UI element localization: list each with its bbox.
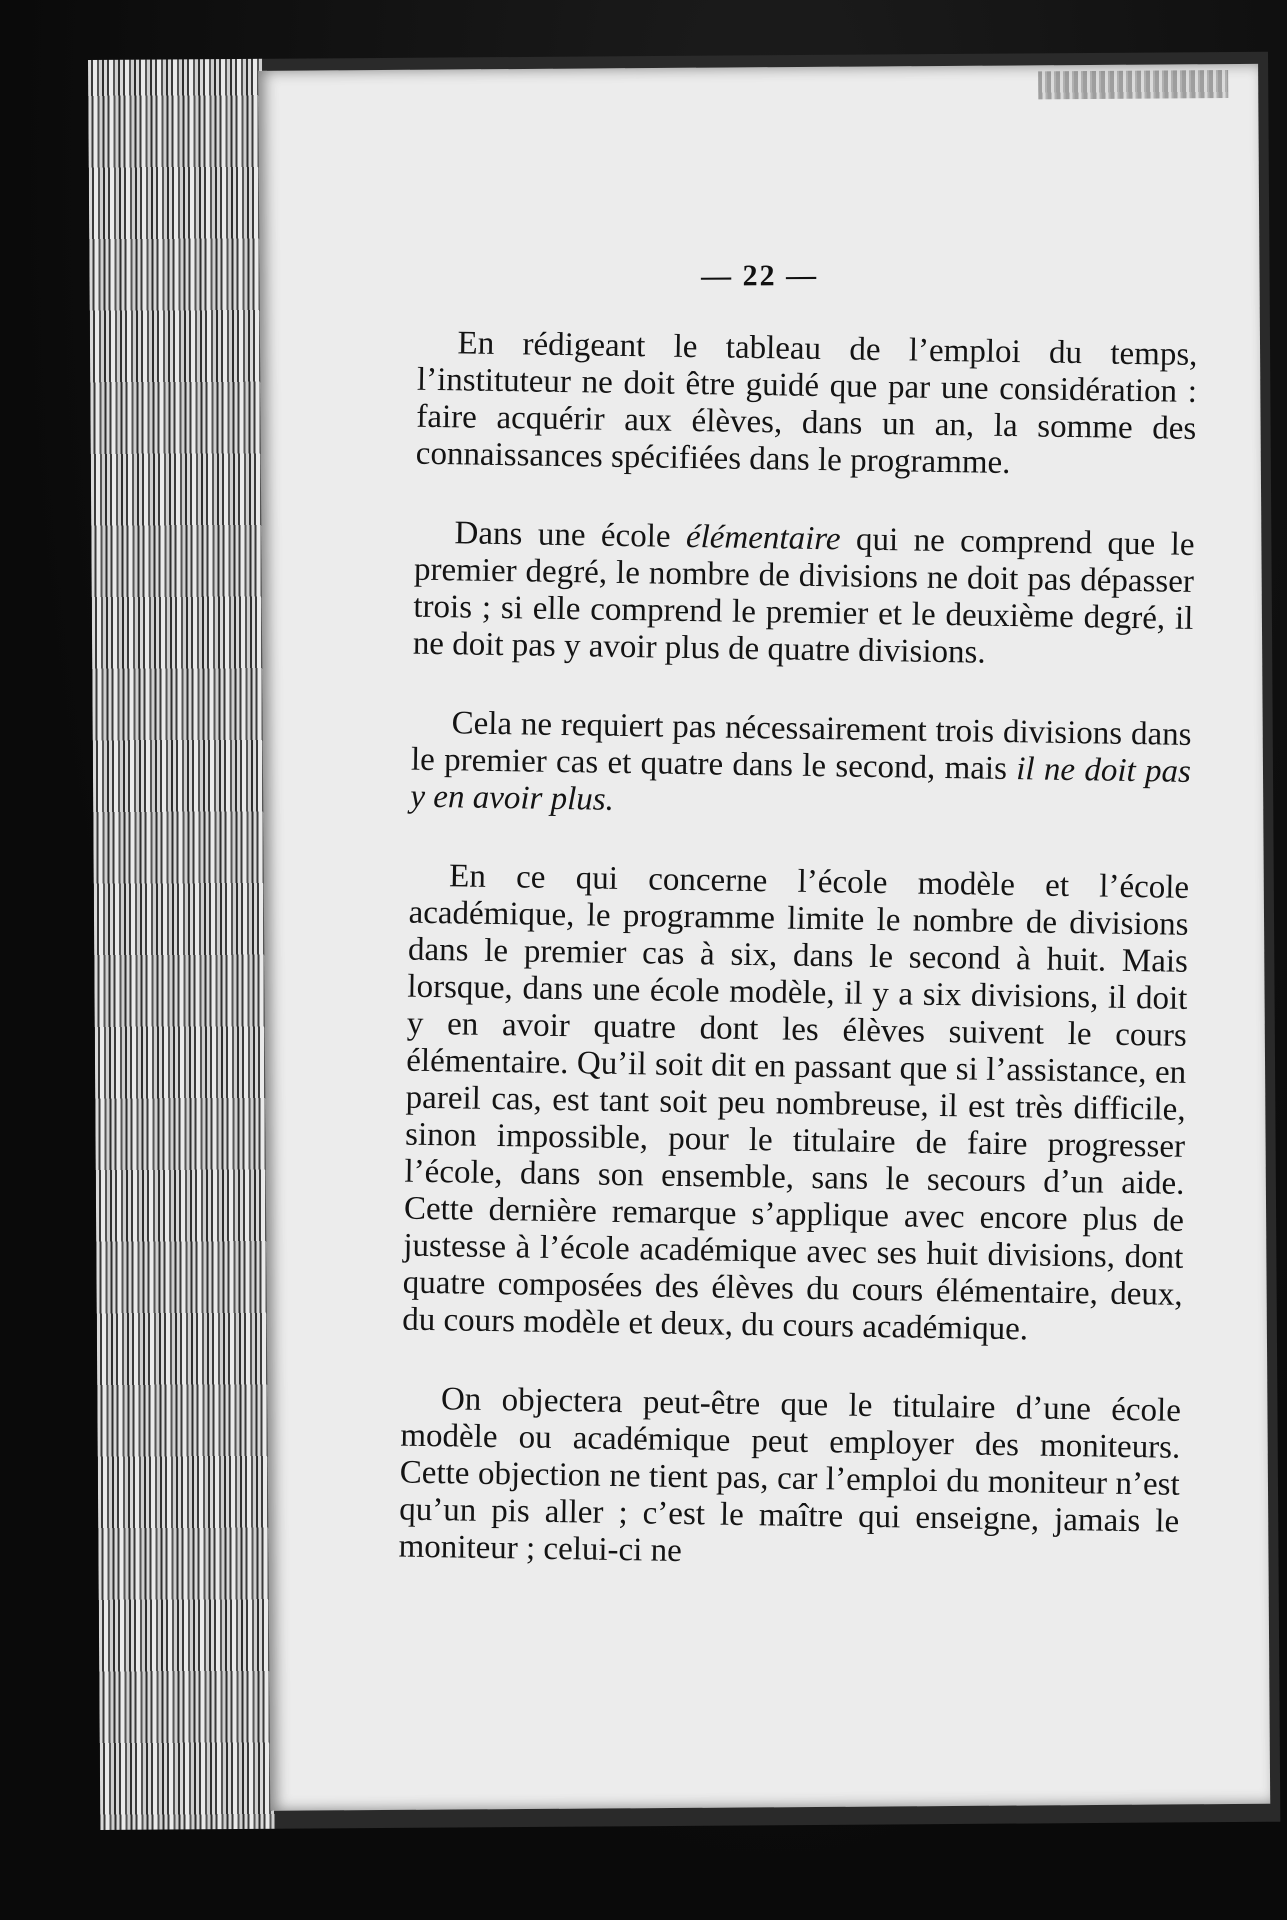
body-text [398,325,1198,1620]
paragraph-3-start: Cela ne requiert pas nécessairement trois divisions dans le premier cas et quatre dans le second, mais [410,705,1192,788]
paragraph-3 [410,705,1192,828]
paragraph-3-italic: il ne doit pas y en avoir plus. [410,751,1192,818]
paragraph-5: On objectera peut-être que le titulaire d’une école modèle ou académique peut employer des moniteurs. Cette objection ne tient pas, car l’emploi du moniteur n’est qu’un pis aller ; c’est le maître qui enseigne, jamais le moniteur ; celui-ci ne [398,1381,1182,1569]
paragraph-2-italic: élémentaire [685,518,841,558]
page-number: — 22 — [700,258,819,293]
page-edges [88,59,275,1830]
paragraph-2-start: Dans une école [454,515,687,555]
scan-artifact [1038,70,1228,99]
book-page [258,64,1270,1811]
paragraph-1: En rédigeant le tableau de l’emploi du temps, l’instituteur ne doit être guidé que par une considération : faire acquérir aux élèves, dans un an, la somme des connaissances spécifiées dans le programme. [415,325,1198,482]
paragraph-4: En ce qui concerne l’école modèle et l’école académique, le programme limite le nombre de divisions dans le premier cas à six, dans le second à huit. Mais lorsque, dans une école modèle, il y a six divisions, il doit y en avoir quatre dont les élèves suivent le cours élémentaire. Qu’il soit dit en passant que si l’assistance, en pareil cas, est tant soit peu nombreuse, il est très difficile, sinon impossible, pour le titulaire de faire progresser l’école, dans son ensemble, sans le secours d’un aide. Cette dernière remarque s’applique avec encore plus de justesse à l’école académique avec ses huit divisions, dont quatre composées des élèves du cours élémentaire, deux, du cours modèle et deux, du cours académique. [401,858,1190,1348]
book [88,52,1280,1830]
paragraph-2 [413,515,1195,675]
paragraph-2-end: qui ne comprend que le premier degré, le nombre de divisions ne doit pas dépasser trois ; si elle comprend le premier et le deuxième degré, il ne doit pas y avoir plus de quatre divisions. [412,521,1195,671]
